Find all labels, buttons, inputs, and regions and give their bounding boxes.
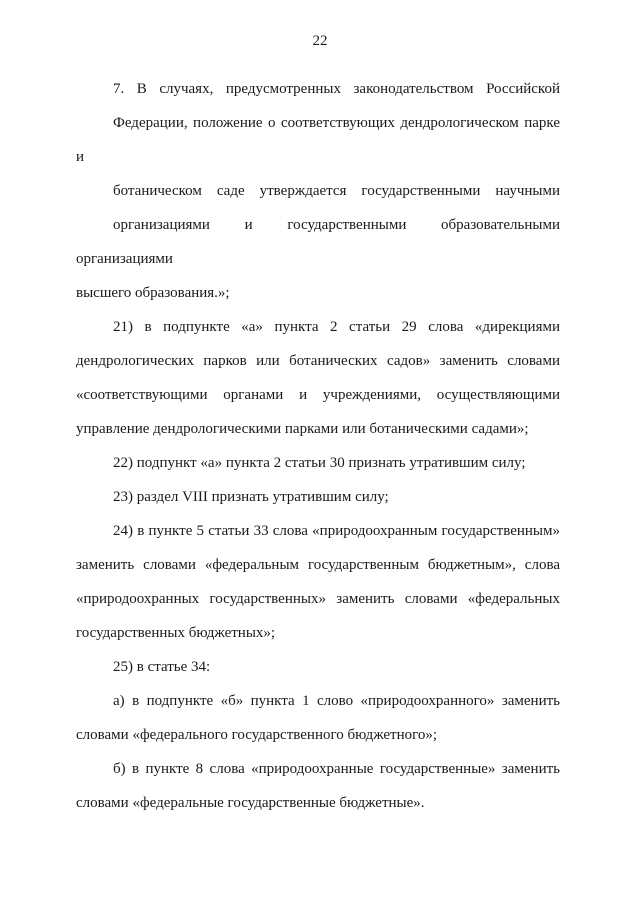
text-line: а) в подпункте «б» пункта 1 слово «природоохранного» заменить [113,693,560,709]
paragraph-subitem-b [76,752,560,820]
text-line: 25) в статье 34: [113,659,211,675]
paragraph-item-23 [76,480,560,514]
text-line: словами «федеральные государственные бюджетные». [76,795,425,811]
text-line: государственных бюджетных»; [76,625,276,641]
text-line: ботаническом саде утверждается государственными научными [113,183,560,199]
text-line: дендрологических парков или ботанических садов» заменить словами [76,353,560,369]
text-line: 22) подпункт «а» пункта 2 статьи 30 признать утратившим силу; [113,455,526,471]
text-line: организациями и государственными образовательными организациями [76,217,560,267]
text-line: 7. В случаях, предусмотренных законодательством Российской [113,81,560,97]
text-line: управление дендрологическими парками или ботаническими садами»; [76,421,529,437]
text-line: заменить словами «федеральным государственным бюджетным», слова [76,557,560,573]
text-line: высшего образования.»; [76,285,230,301]
paragraph-subitem-a [76,684,560,752]
text-line: б) в пункте 8 слова «природоохранные государственные» заменить [113,761,560,777]
text-line: 21) в подпункте «а» пункта 2 статьи 29 слова «дирекциями [113,319,560,335]
text-line: 24) в пункте 5 статьи 33 слова «природоохранным государственным» [113,523,560,539]
text-line: Федерации, положение о соответствующих дендрологическом парке и [76,115,560,165]
text-line: «природоохранных государственных» заменить словами «федеральных [76,591,560,607]
paragraph-item-25 [76,650,560,684]
paragraph-item-22 [76,446,560,480]
text-line: «соответствующими органами и учреждениями, осуществляющими [76,387,560,403]
paragraph-item-24 [76,514,560,650]
paragraph-item-21 [76,310,560,446]
paragraph-item-7 [76,72,560,310]
page-number: 22 [312,33,328,49]
text-line: 23) раздел VIII признать утратившим силу; [113,489,389,505]
document-body [76,72,560,820]
text-line: словами «федерального государственного бюджетного»; [76,727,438,743]
